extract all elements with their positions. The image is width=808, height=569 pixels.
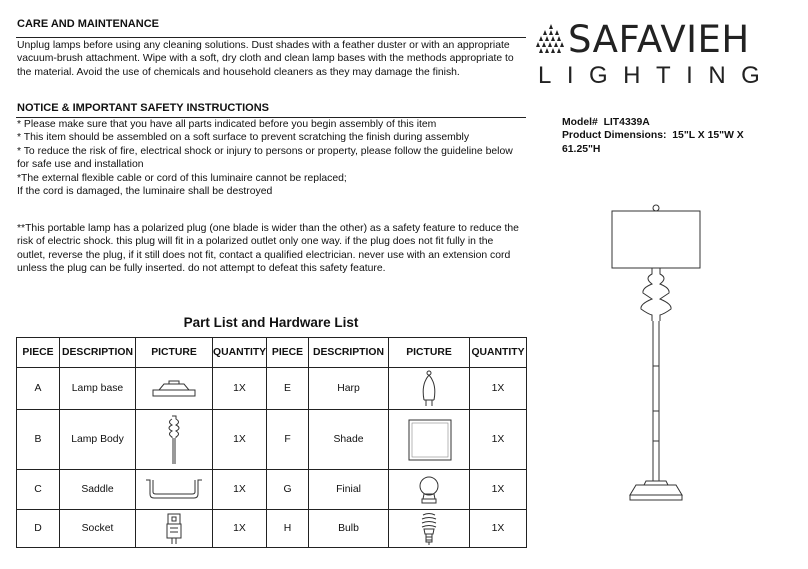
header-picture: PICTURE [136, 338, 213, 368]
model-info [562, 116, 792, 156]
piece-description: Saddle [60, 470, 136, 510]
header-piece: PIECE [267, 338, 309, 368]
plug-line: risk of electric shock. this plug will fit in a polarized outlet only one way. if the plug does not fit fully in the [17, 236, 494, 248]
header-quantity: QUANTITY [213, 338, 267, 368]
table-row [17, 470, 527, 510]
piece-description: Finial [309, 470, 389, 510]
safety-line: *The external flexible cable or cord of this luminaire cannot be replaced; [17, 172, 347, 184]
safety-title: NOTICE & IMPORTANT SAFETY INSTRUCTIONS [17, 102, 269, 114]
plug-line: **This portable lamp has a polarized plug (one blade is wider than the other) as a safety feature to reduce the [17, 223, 519, 234]
piece-quantity: 1X [213, 410, 267, 470]
piece-letter: C [17, 470, 60, 510]
care-text [17, 39, 529, 79]
parts-table [16, 337, 527, 548]
plug-line: outlet, reverse the plug, if it still does not fit, contact a qualified electrician. never use with an extension cord [17, 249, 511, 261]
safety-line: for safe use and installation [17, 159, 144, 171]
parts-list-title: Part List and Hardware List [183, 315, 359, 330]
table-row [17, 410, 527, 470]
piece-letter: A [17, 368, 60, 410]
piece-description: Socket [60, 510, 136, 548]
lamp-body-icon [164, 414, 184, 466]
table-row [17, 510, 527, 548]
piece-letter: E [267, 368, 309, 410]
header-description: DESCRIPTION [60, 338, 136, 368]
piece-letter: H [267, 510, 309, 548]
saddle-icon [144, 476, 204, 504]
table-row [17, 368, 527, 410]
floor-lamp-illustration [596, 196, 716, 514]
header-piece: PIECE [17, 338, 60, 368]
safety-text [17, 118, 529, 198]
piece-description: Shade [309, 410, 389, 470]
piece-quantity: 1X [213, 368, 267, 410]
bulb-icon [417, 512, 441, 546]
piece-quantity: 1X [470, 510, 527, 548]
piece-quantity: 1X [213, 470, 267, 510]
care-line: the material. Avoid the use of chemicals and household cleaners as they may damage the finish. [17, 66, 460, 78]
shade-icon [399, 418, 459, 462]
piece-description: Harp [309, 368, 389, 410]
safety-line: If the cord is damaged, the luminaire shall be destroyed [17, 186, 273, 198]
lamp-base-icon [149, 378, 199, 400]
safety-line: * Please make sure that you have all parts indicated before you begin assembly of this item [17, 119, 437, 130]
model-label: Model# [562, 117, 598, 128]
piece-quantity: 1X [213, 510, 267, 548]
dimensions-value: 15"L X 15"W X [672, 130, 744, 142]
care-divider [16, 37, 526, 38]
harp-icon [419, 370, 439, 408]
safety-line: * This item should be assembled on a soft surface to prevent scratching the finish during assembly [17, 132, 470, 144]
plug-warning-text [17, 222, 529, 276]
piece-letter: G [267, 470, 309, 510]
socket-icon [164, 512, 184, 546]
dimensions-value-cont: 61.25"H [562, 143, 601, 155]
care-line: vacuum-brush attachment. Wipe with a soft, dry cloth and clean lamp bases with the methods appropriate to [17, 53, 514, 65]
safety-line: * To reduce the risk of fire, electrical shock or injury to persons or property, please follow the guideline below [17, 145, 513, 157]
piece-quantity: 1X [470, 368, 527, 410]
care-title: CARE AND MAINTENANCE [17, 18, 159, 30]
piece-quantity: 1X [470, 470, 527, 510]
piece-description: Lamp base [60, 368, 136, 410]
brand-name: SAFAVIEH [568, 18, 750, 61]
brand-subtitle: LIGHTING [538, 62, 776, 89]
header-description: DESCRIPTION [309, 338, 389, 368]
piece-quantity: 1X [470, 410, 527, 470]
piece-letter: B [17, 410, 60, 470]
finial-icon [417, 475, 441, 505]
plug-line: unless the plug can be fully inserted. do not attempt to defeat this safety feature. [17, 263, 386, 275]
header-quantity: QUANTITY [470, 338, 527, 368]
piece-description: Lamp Body [60, 410, 136, 470]
brand-logo [536, 20, 776, 90]
piece-description: Bulb [309, 510, 389, 548]
care-line: Unplug lamps before using any cleaning solutions. Dust shades with a feather duster or with an appropriate [17, 40, 510, 51]
piece-letter: D [17, 510, 60, 548]
header-picture: PICTURE [389, 338, 470, 368]
table-header-row [17, 338, 527, 368]
model-number: LIT4339A [603, 117, 650, 128]
piece-letter: F [267, 410, 309, 470]
chandelier-logo-icon [536, 22, 566, 58]
dimensions-label: Product Dimensions: [562, 130, 667, 142]
